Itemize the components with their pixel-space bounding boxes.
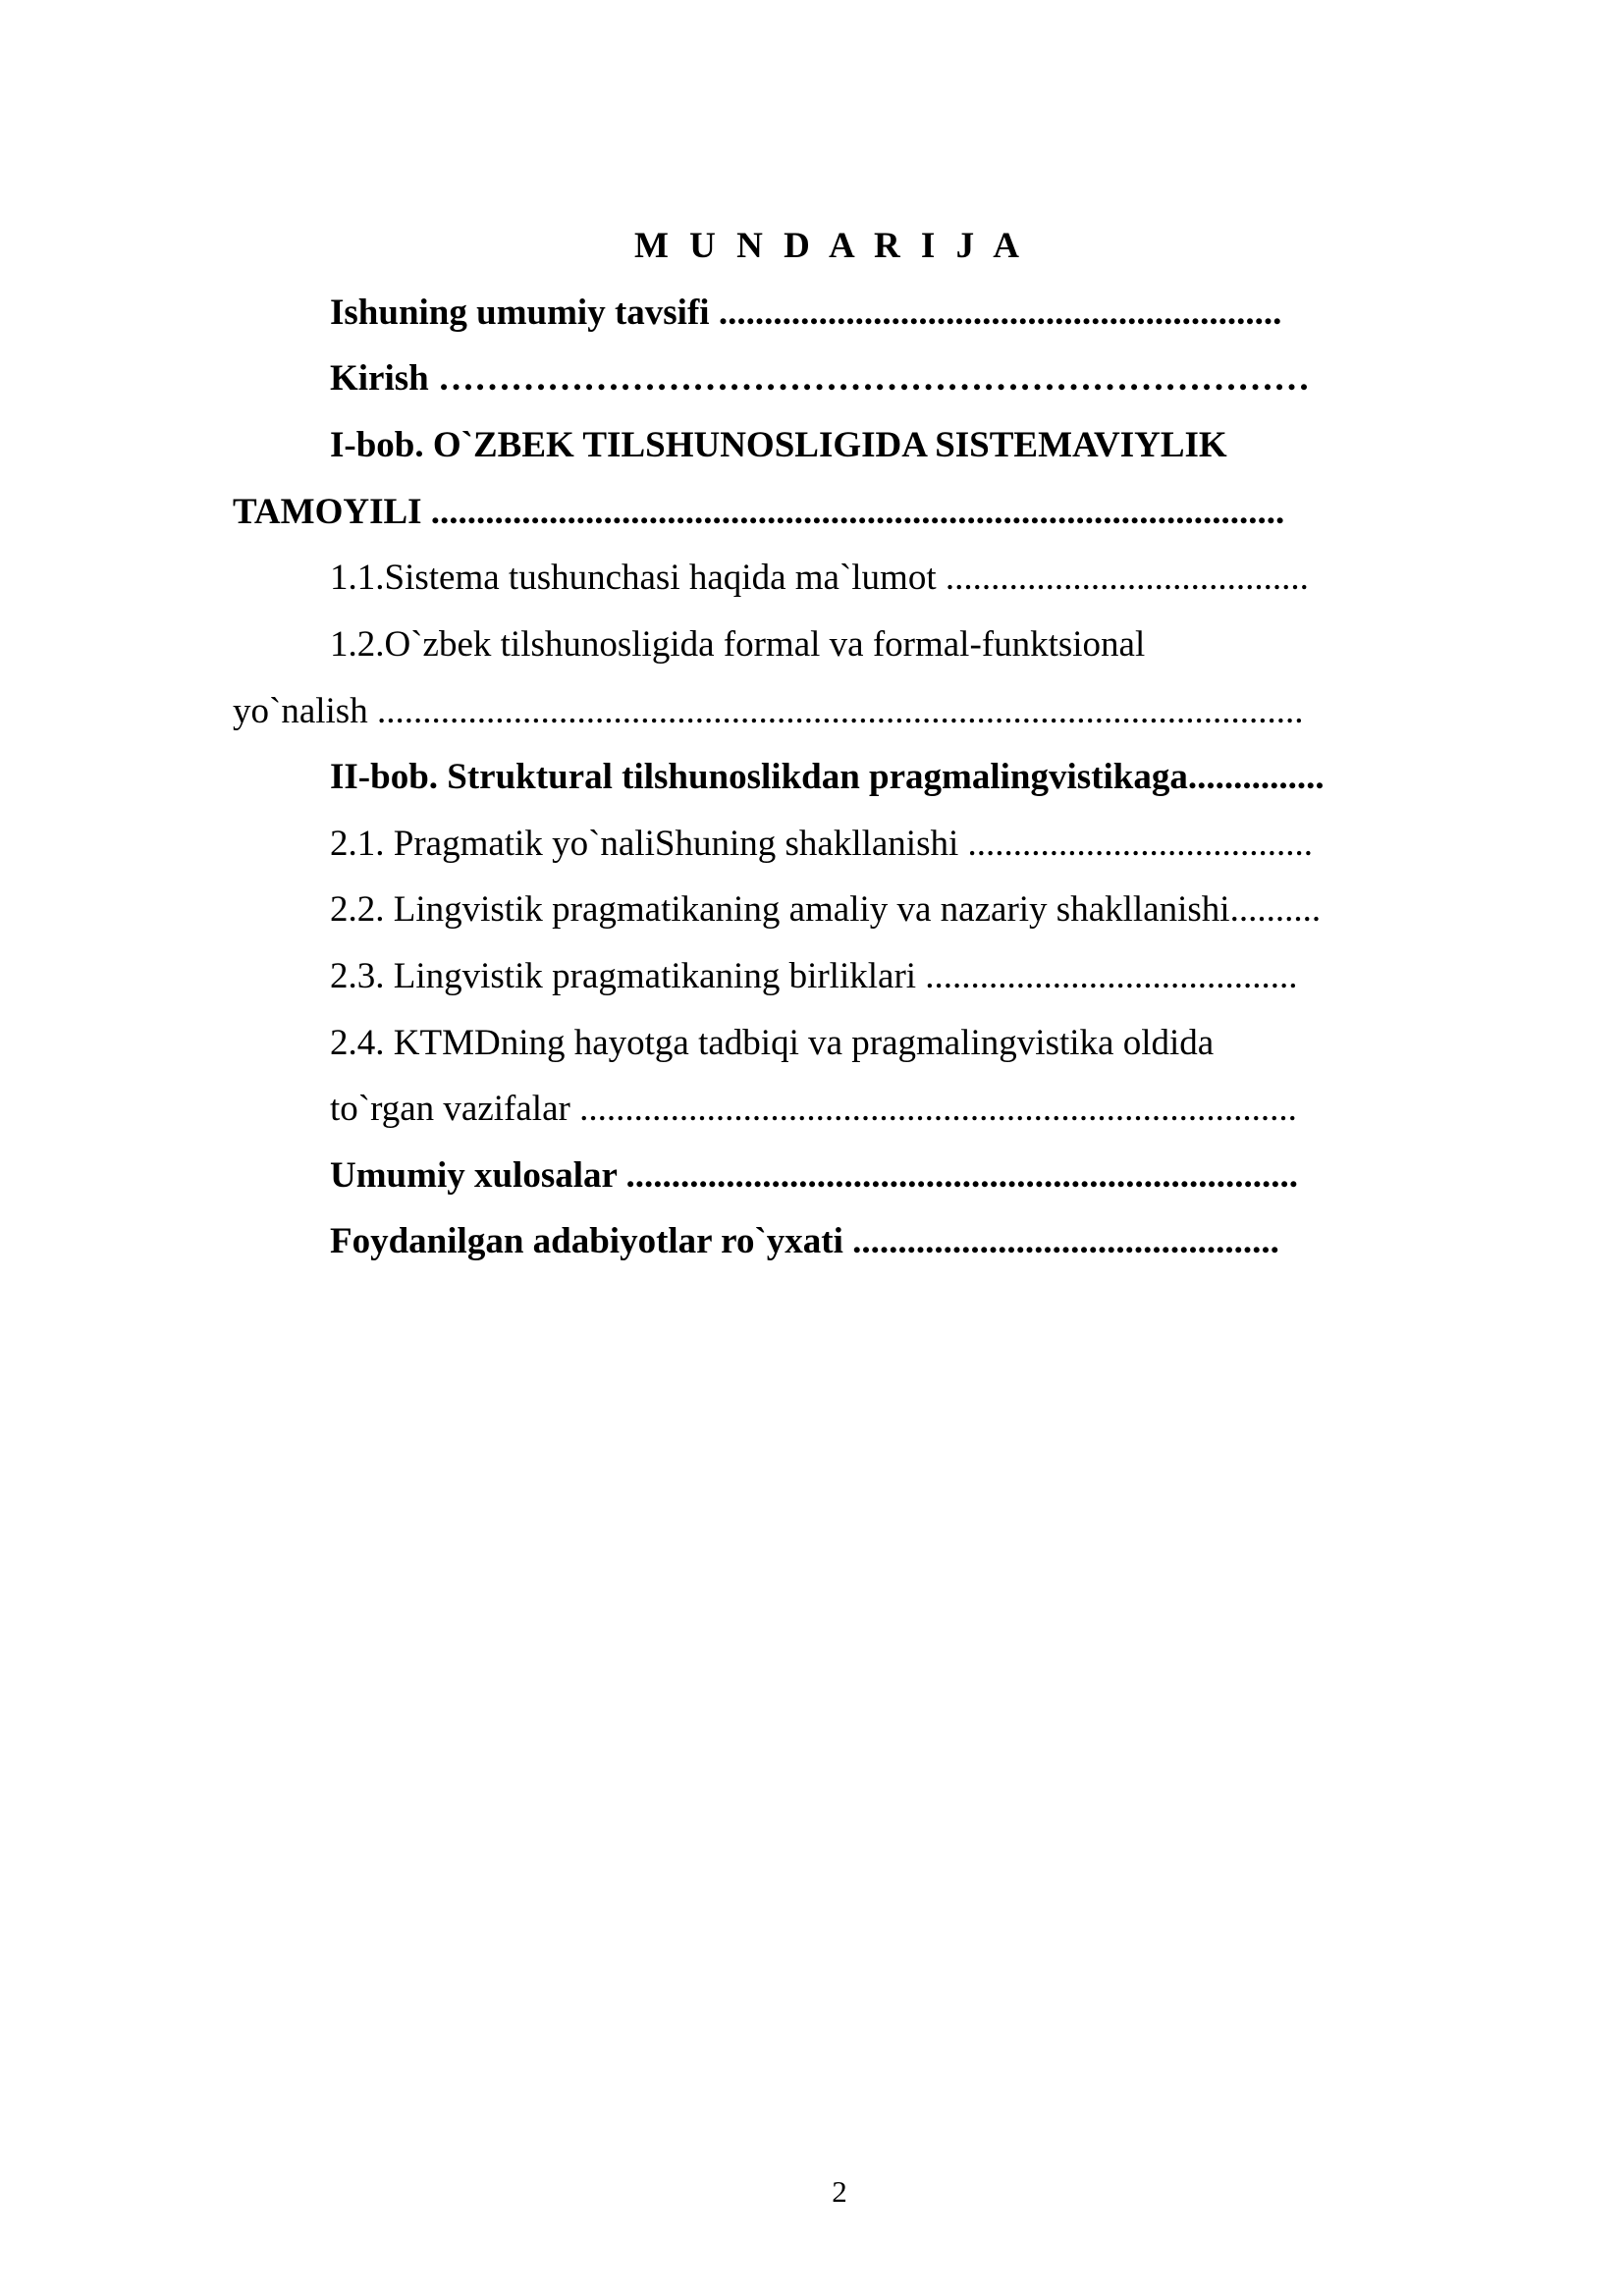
toc-entry-1-2: 1.2.O`zbek tilshunosligida formal va formal-funktsional: [330, 624, 1146, 665]
toc-entry-chapter-1-title-cont: TAMOYILI ..............................................................................................: [233, 492, 1285, 532]
toc-entry-overview: Ishuning umumiy tavsifi ..............................................................: [330, 293, 1282, 333]
toc-entry-chapter-1-title: I-bob. O`ZBEK TILSHUNOSLIGIDA SISTEMAVIYLIK: [330, 425, 1227, 465]
toc-entry-2-1: 2.1. Pragmatik yo`naliShuning shakllanishi ......................................: [330, 824, 1314, 864]
toc-entry-1-1: 1.1.Sistema tushunchasi haqida ma`lumot ........................................: [330, 558, 1309, 598]
toc-entry-introduction: Kirish ………………………………………………………………: [330, 358, 1310, 399]
toc-entry-2-4-cont: to`rgan vazifalar ...............................................................................: [330, 1089, 1297, 1129]
toc-title: M U N D A R I J A: [633, 226, 1026, 266]
page-number: 2: [832, 2174, 847, 2209]
toc-entry-chapter-2-title: II-bob. Struktural tilshunoslikdan pragmalingvistikaga...............: [330, 757, 1325, 797]
toc-entry-conclusions: Umumiy xulosalar ..........................................................................: [330, 1155, 1299, 1196]
toc-entry-references: Foydanilgan adabiyotlar ro`yxati ...............................................: [330, 1221, 1279, 1261]
toc-entry-2-3: 2.3. Lingvistik pragmatikaning birliklari .........................................: [330, 956, 1298, 996]
toc-entry-2-4: 2.4. KTMDning hayotga tadbiqi va pragmalingvistika oldida: [330, 1023, 1215, 1063]
toc-entry-1-2-cont: yo`nalish ......................................................................................................: [233, 691, 1304, 731]
toc-entry-2-2: 2.2. Lingvistik pragmatikaning amaliy va nazariy shakllanishi..........: [330, 889, 1322, 930]
